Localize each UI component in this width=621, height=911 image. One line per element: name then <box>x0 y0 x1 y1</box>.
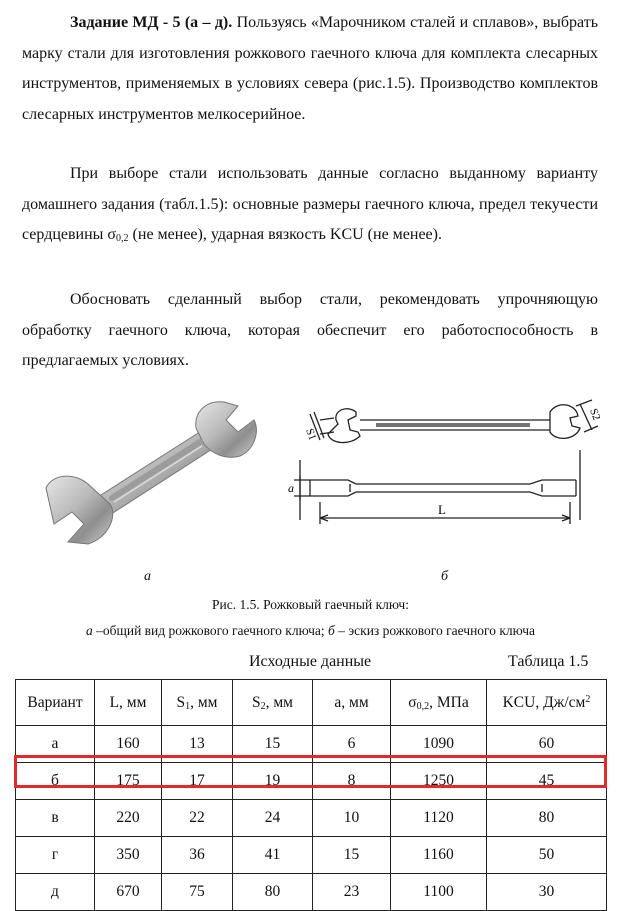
header-variant: Вариант <box>16 680 95 726</box>
cell-variant: а <box>16 726 95 763</box>
caption-text-b: – эскиз рожкового гаечного ключа <box>334 623 536 638</box>
header-s2: $S_2$, мм <box>233 680 313 726</box>
figure-label-b: б <box>441 569 449 584</box>
sigma-subscript: 0,2 <box>116 233 129 245</box>
task-text-2a: При выборе стали использовать данные согласно выданному варианту домашнего задания (табл.1.5): основные размеры гаечного ключа, предел текучести сердцевины σ <box>22 165 598 244</box>
cell-variant: г <box>16 837 95 874</box>
cell-sigma: 1160 <box>391 837 487 874</box>
cell-L: 175 <box>95 763 162 800</box>
cell-L: 670 <box>95 874 162 911</box>
figure-label-a: а <box>144 569 151 584</box>
cell-s2: 15 <box>233 726 313 763</box>
caption-text-a: –общий вид рожкового гаечного ключа; <box>92 623 329 638</box>
sketch-label-s2: S2 <box>587 406 603 422</box>
caption-letter-a: а <box>85 623 93 638</box>
cell-sigma: 1250 <box>391 763 487 800</box>
caption-letter-b: б <box>328 623 335 638</box>
table-row <box>16 800 607 837</box>
cell-s2: 41 <box>233 837 313 874</box>
cell-s2: 19 <box>233 763 313 800</box>
header-sigma: $\sigma_{0,2}$, МПа <box>391 680 487 726</box>
header-kcu: KCU, $Дж/см^2$ <box>487 680 607 726</box>
cell-L: 160 <box>95 726 162 763</box>
header-L: L, мм <box>95 680 162 726</box>
cell-s1: 13 <box>162 726 233 763</box>
selected-variant-highlight <box>14 755 607 788</box>
cell-sigma: 1100 <box>391 874 487 911</box>
cell-a: 15 <box>313 837 391 874</box>
wrench-photo <box>28 392 268 557</box>
cell-a: 23 <box>313 874 391 911</box>
sketch-label-a: a <box>288 481 294 495</box>
cell-sigma: 1120 <box>391 800 487 837</box>
cell-L: 220 <box>95 800 162 837</box>
task-text-2b: (не менее), ударная вязкость KCU (не менее). <box>128 226 442 244</box>
cell-kcu: 50 <box>487 837 607 874</box>
cell-s2: 80 <box>233 874 313 911</box>
task-paragraph-1 <box>22 8 598 130</box>
cell-kcu: 30 <box>487 874 607 911</box>
cell-L: 350 <box>95 837 162 874</box>
task-paragraph-3: Обосновать сделанный выбор стали, рекомендовать упрочняющую обработку гаечного ключа, которая обеспечит его работоспособность в предлагаемых условиях. <box>22 291 598 370</box>
header-s1: $S_1$, мм <box>162 680 233 726</box>
source-data-table <box>15 679 607 911</box>
cell-a: 6 <box>313 726 391 763</box>
cell-variant: б <box>16 763 95 800</box>
cell-kcu: 45 <box>487 763 607 800</box>
table-number: Таблица 1.5 <box>508 653 589 670</box>
cell-variant: д <box>16 874 95 911</box>
cell-s1: 22 <box>162 800 233 837</box>
figure-caption-title: Рис. 1.5. Рожковый гаечный ключ: <box>212 597 409 612</box>
cell-s1: 75 <box>162 874 233 911</box>
table-row <box>16 874 607 911</box>
table-header-row <box>16 680 607 726</box>
cell-sigma: 1090 <box>391 726 487 763</box>
cell-s1: 17 <box>162 763 233 800</box>
sketch-label-s1: S1 <box>303 426 319 442</box>
table-row <box>16 837 607 874</box>
task-paragraph-2 <box>22 159 598 251</box>
header-a: a, мм <box>313 680 391 726</box>
cell-s1: 36 <box>162 837 233 874</box>
cell-a: 10 <box>313 800 391 837</box>
table-subtitle: Исходные данные <box>249 653 372 670</box>
cell-kcu: 80 <box>487 800 607 837</box>
cell-s2: 24 <box>233 800 313 837</box>
cell-variant: в <box>16 800 95 837</box>
task-text-1: Пользуясь «Марочником сталей и сплавов», выбрать марку стали для изготовления рожкового гаечного ключа для комплекта слесарных инструментов, применяемых в условиях севера (рис.1.5). Производство комплектов слесарных инструментов мелкосерийное. <box>22 14 599 123</box>
sketch-label-L: L <box>438 502 446 517</box>
cell-a: 8 <box>313 763 391 800</box>
wrench-sketch <box>280 390 610 530</box>
task-title: Задание МД - 5 (а – д). <box>70 14 233 31</box>
cell-kcu: 60 <box>487 726 607 763</box>
figure-caption-detail <box>0 623 621 639</box>
